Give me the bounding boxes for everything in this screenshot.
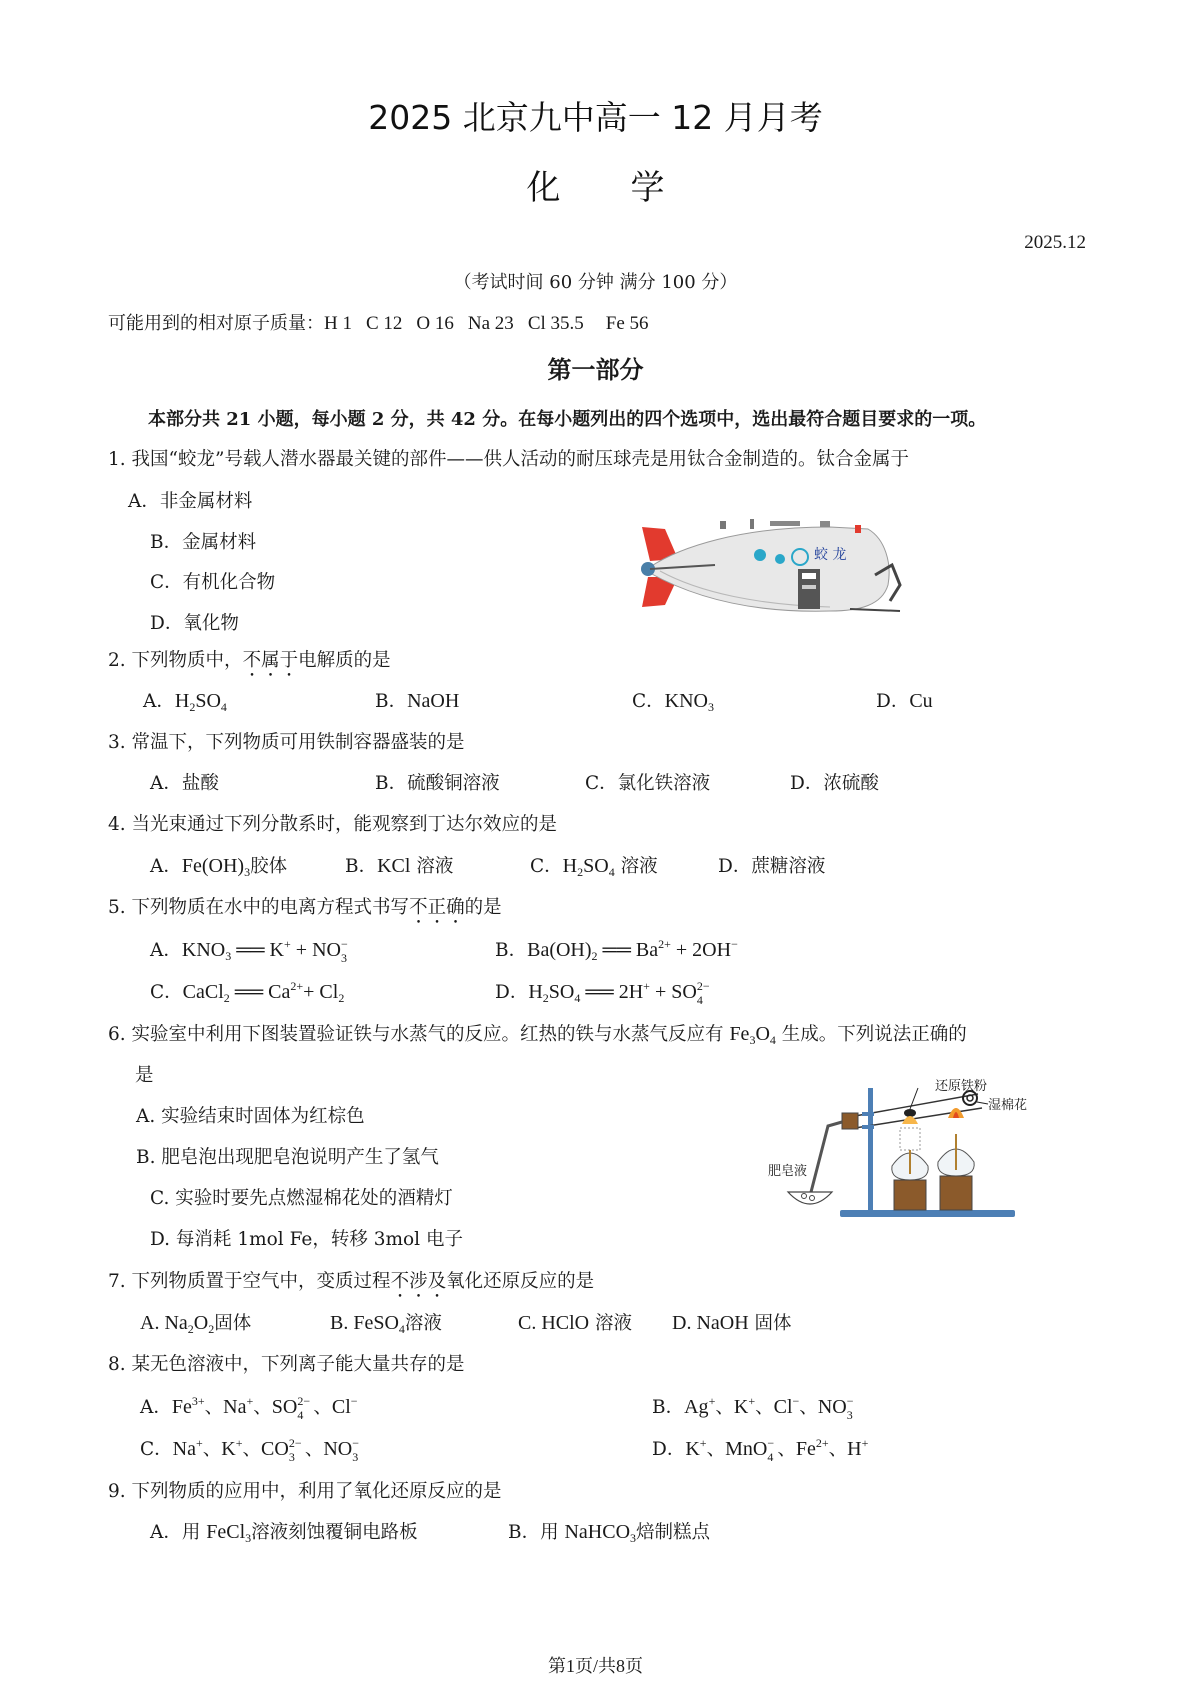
question-stem-line1: 实验室中利用下图装置验证铁与水蒸气的反应。红热的铁与水蒸气反应有 $Fe_3O_4$ 生成。下列说法正确的 [131, 1023, 967, 1047]
page-number: 第1页/共8页 [547, 1656, 643, 1676]
label-soap-solution: 肥皂液 [768, 1164, 808, 1179]
q6-option-d[interactable]: D. 每消耗 1mol Fe，转移 3mol 电子 [150, 1229, 463, 1250]
q4-option-a[interactable]: A．$Fe(OH)_3$胶体 [150, 855, 288, 879]
q6-option-c[interactable]: C. 实验时要先点燃湿棉花处的酒精灯 [150, 1188, 453, 1209]
question-stem-post: 电解质的是 [298, 650, 391, 671]
q3-option-a[interactable]: A．盐酸 [150, 773, 219, 794]
q1-option-b[interactable]: B．金属材料 [150, 532, 257, 553]
atomic-mass-c: C 12 [365, 313, 403, 334]
exam-info: （考试时间 60 分钟 满分 100 分） [453, 272, 738, 293]
q1-option-a[interactable]: A．非金属材料 [128, 491, 253, 512]
q5-option-a[interactable]: A．$KNO_3$ ══ K+ + NO − 3 [150, 937, 348, 965]
exam-date: 2025.12 [1024, 232, 1086, 253]
q5-option-c[interactable]: C．CaCl$_2$ ══ $Ca^{2+}+ Cl_2$ [150, 979, 345, 1005]
label-iron-powder: 还原铁粉 [935, 1079, 988, 1094]
q1-option-d[interactable]: D．氧化物 [150, 613, 239, 634]
q9-option-a[interactable]: A．用 FeCl$_3$溶液刻蚀覆铜电路板 [150, 1521, 418, 1545]
atomic-mass-cl: Cl 35.5 [527, 313, 584, 334]
question-2 [108, 646, 391, 681]
question-stem-pre: 下列物质中， [131, 650, 243, 671]
question-number: 6. [108, 1024, 126, 1045]
question-number: 2. [108, 650, 126, 671]
question-number: 1. [108, 449, 126, 470]
atomic-mass-fe: Fe 56 [605, 313, 649, 334]
q2-option-c[interactable]: C．$KNO_3$ [632, 690, 714, 714]
iron-steam-apparatus-figure [770, 1078, 1040, 1223]
section-instructions: 本部分共 21 小题，每小题 2 分，共 42 分。在每小题列出的四个选项中，选出最符合题目要求的一项。 [148, 409, 987, 430]
q7-option-a[interactable]: A. $Na_2O_2$固体 [140, 1312, 252, 1336]
jiaolong-submersible-image [620, 515, 905, 620]
question-stem: 我国“蛟龙”号载人潜水器最关键的部件——供人活动的耐压球壳是用钛合金制造的。钛合金属于 [131, 449, 909, 470]
q4-option-b[interactable]: B．KCl 溶液 [345, 855, 454, 877]
q3-option-b[interactable]: B．硫酸铜溶液 [375, 773, 500, 794]
q9-option-b[interactable]: B．用 NaHCO$_3$焙制糕点 [508, 1521, 711, 1545]
atomic-mass-label: 可能用到的相对原子质量： [108, 313, 324, 334]
q4-option-c[interactable]: C．$H_2SO_4$ 溶液 [530, 855, 658, 879]
question-number: 9. [108, 1481, 126, 1502]
question-number: 5. [108, 897, 126, 918]
q8-option-b[interactable]: B．Ag+、K+、Cl−、NO − 3 [652, 1394, 854, 1422]
q6-option-b[interactable]: B. 肥皂泡出现肥皂泡说明产生了氢气 [136, 1147, 439, 1168]
question-stem: 某无色溶液中，下列离子能大量共存的是 [131, 1354, 465, 1375]
q8-option-c[interactable]: C．Na+、K+、CO 2− 3 、NO − 3 [140, 1436, 360, 1464]
question-1 [108, 445, 909, 471]
question-7 [108, 1267, 594, 1302]
exam-title: 2025 北京九中高一 12 月月考 [368, 98, 823, 137]
question-number: 4. [108, 814, 126, 835]
q5-option-b[interactable]: B．$Ba(OH)_2$ ══ $Ba^{2+} + 2OH^-$ [495, 937, 738, 963]
q3-option-c[interactable]: C．氯化铁溶液 [585, 773, 711, 794]
question-9 [108, 1477, 502, 1503]
question-stem-emphasis: 不正确 [409, 897, 465, 918]
q5-option-d[interactable]: D．$H_2SO_4$ ══ 2H+ + SO 2− 4 [495, 979, 710, 1007]
question-stem-emphasis: 不涉及 [390, 1271, 447, 1292]
question-number: 8. [108, 1354, 126, 1375]
q7-option-c[interactable]: C. HClO 溶液 [518, 1312, 633, 1334]
q8-option-d[interactable]: D．K+、MnO − 4 、$Fe^{2+}$、H+ [652, 1436, 869, 1464]
question-stem: 当光束通过下列分散系时，能观察到丁达尔效应的是 [131, 814, 558, 835]
question-number: 7. [108, 1271, 126, 1292]
subject-char-1: 化 [526, 168, 561, 208]
question-6 [108, 1020, 967, 1046]
question-number: 3. [108, 732, 126, 753]
q3-option-d[interactable]: D．浓硫酸 [790, 773, 879, 794]
label-wet-cotton: 湿棉花 [988, 1098, 1028, 1113]
q2-option-a[interactable]: A．$H_2SO_4$ [143, 690, 227, 714]
svg-text:蛟 龙: 蛟 龙 [814, 547, 847, 563]
question-5 [108, 893, 502, 928]
question-stem-pre: 下列物质在水中的电离方程式书写 [131, 897, 410, 918]
section-title: 第一部分 [547, 356, 644, 384]
q7-option-b[interactable]: B. FeSO$_4$溶液 [330, 1312, 442, 1336]
question-4 [108, 810, 557, 836]
question-3 [108, 728, 465, 754]
question-stem-emphasis: 不属于 [242, 650, 299, 671]
question-stem-post: 氧化还原反应的是 [446, 1271, 595, 1292]
question-6-line2: 是 [135, 1065, 154, 1086]
question-stem-pre: 下列物质置于空气中，变质过程 [131, 1271, 391, 1292]
q7-option-d[interactable]: D. NaOH 固体 [672, 1312, 792, 1334]
subject-title [0, 160, 1191, 209]
question-stem: 常温下，下列物质可用铁制容器盛装的是 [131, 732, 465, 753]
question-stem: 下列物质的应用中，利用了氧化还原反应的是 [131, 1481, 502, 1502]
subject-char-2: 学 [630, 168, 665, 208]
atomic-mass-o: O 16 [416, 313, 454, 334]
atomic-mass-na: Na 23 [467, 313, 514, 334]
q8-option-a[interactable]: A．$Fe^{3+}$、Na+、SO 2− 4 、Cl− [140, 1394, 358, 1422]
q2-option-b[interactable]: B．NaOH [375, 690, 460, 712]
q2-option-d[interactable]: D．Cu [876, 690, 933, 712]
atomic-masses [108, 309, 649, 335]
question-8 [108, 1350, 465, 1376]
q4-option-d[interactable]: D．蔗糖溶液 [718, 856, 826, 877]
question-stem-post: 的是 [464, 897, 502, 918]
q1-option-c[interactable]: C．有机化合物 [150, 572, 276, 593]
q6-option-a[interactable]: A. 实验结束时固体为红棕色 [136, 1106, 365, 1127]
atomic-mass-h: H 1 [324, 313, 352, 334]
